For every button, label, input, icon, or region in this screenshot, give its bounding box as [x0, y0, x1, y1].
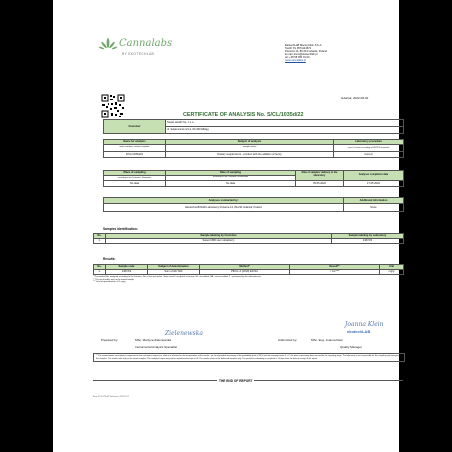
subject-subheader: sample matrix — [166, 144, 334, 151]
delivery-value: 05.05.2022 — [296, 180, 344, 187]
result-header: Result** — [290, 265, 380, 270]
stamp — [345, 321, 387, 335]
place-date: Gdańsk, 2022-08-02 — [341, 96, 369, 100]
company-info — [285, 44, 327, 62]
authorized-label: Authorized by: — [278, 338, 298, 342]
date-subheader: according to the Customer's information — [166, 175, 296, 180]
prepared-name: MSc. Martyna Zielenewska — [135, 338, 172, 342]
results-note: * The method No. assigned according to the licensee; No. of test procedure / date issued / analytical technique / A - accredited, NA - not accredited, P - performed by the subcontractor — [93, 276, 261, 278]
method-header: Method* — [200, 265, 290, 270]
customer-table — [103, 119, 404, 134]
qr-code — [101, 94, 125, 118]
sample-code-header: Sample code — [106, 265, 148, 270]
results-title: Results: — [103, 257, 116, 261]
result-determination: Sum of Δ9-THC — [148, 269, 200, 274]
basis-header: Basis for analysis — [104, 140, 166, 145]
conducted-table — [103, 197, 404, 212]
result-no: 1. — [94, 269, 106, 274]
logo-brand: Cannalabs — [119, 38, 173, 49]
company-line: www.cannalabs.pl — [285, 59, 306, 62]
prepared-role: Instrumental Analysis Specialist — [135, 345, 178, 349]
company-line: EkotechLAB Maciej Klein S.K.A. — [285, 44, 323, 47]
samples-table — [93, 233, 404, 244]
place-header: Place of sampling — [104, 171, 166, 176]
form-id: Form PJ-CL/PR-01 Valid since: 2021.07.17 — [93, 396, 130, 398]
prepared-label: Prepared by: — [101, 338, 119, 342]
additional-info-header: Additional information — [344, 198, 404, 204]
results-table — [93, 264, 404, 275]
conducted-header: Analyses conducted by: — [104, 198, 344, 204]
end-of-report — [93, 380, 403, 381]
date-header: Date of sampling — [166, 171, 296, 176]
stamp-brand: ekotechLAB — [347, 329, 371, 334]
basis-subheader: order number, contract number — [104, 144, 166, 151]
prepared-signature: Zielenewska — [165, 330, 203, 337]
result-unit: mg/g — [380, 269, 404, 274]
procedure-value: Correct — [334, 151, 404, 158]
customer-name: Sweet Health Sp. z o.o. — [166, 120, 404, 127]
result-sample-code: 1467/22 — [106, 269, 148, 274]
completion-value: 17.05.2022 — [344, 180, 404, 187]
place-subheader: according to the Customer's information — [104, 175, 166, 180]
authorized-signature: Joanna Klein — [345, 321, 384, 328]
procedure-header: Laboratory procedure — [334, 140, 404, 145]
sampling-table — [103, 170, 404, 187]
customer-label: Customer — [104, 120, 166, 134]
cannabis-leaf-icon — [98, 38, 118, 52]
sample-no: 1. — [94, 238, 106, 243]
result-value: < 0.2 *** — [290, 269, 380, 274]
subject-value: Dietary supplements - product with the addition of hemp — [166, 151, 334, 158]
logo-subtitle: BY EKOTECHLAB — [122, 52, 155, 56]
table-row — [94, 269, 404, 274]
authorized-role: Quality Manager — [340, 345, 363, 349]
subject-header: Subject of analysis — [166, 140, 334, 145]
sample-lab-label: 1467/22 — [332, 238, 404, 243]
place-value: No data — [104, 180, 166, 187]
unit-header: Unit — [380, 265, 404, 270]
company-line: Pozarna 14, 80-231 Gdańsk, Poland — [285, 50, 327, 53]
delivery-header: Date of samples' delivery to the laboratory — [296, 171, 344, 181]
results-no-header: No. — [94, 265, 106, 270]
sample-customer-label: Sweet CBD sour strawberry — [106, 238, 332, 243]
customer-address: ul. Sukiennicza 4/1-2, 82-300 Elbląg — [166, 126, 404, 133]
company-line: E-mail: biuro@ekotechlab.pl — [285, 53, 318, 56]
conducted-value: EkotechLAB R&D Laboratory Pozarna 14, 80-231 Gdańsk, Poland — [104, 203, 344, 211]
samples-no-header: No. — [94, 234, 106, 239]
company-line: tel: +48 58 380 01 00 — [285, 56, 310, 59]
authorized-name: MSc. Eng. Joanna Klein — [311, 338, 344, 342]
completion-header: Analyses completion date — [344, 171, 404, 181]
results-note: *** Limit of quantification <0.1 mg/g — [93, 281, 126, 284]
additional-info-value: None — [344, 203, 404, 211]
logo — [98, 34, 173, 64]
results-note: ** The result refers only to the tested sample — [93, 278, 134, 281]
end-label: THE END OF REPORT — [219, 379, 253, 383]
result-method: PB-CL-2 (2019) ED.NA — [200, 269, 290, 274]
certificate-page — [53, 0, 399, 452]
basis-table — [103, 139, 404, 158]
company-line: TaxID: PL 9571141572 — [285, 47, 312, 50]
results-notes — [93, 276, 393, 284]
footer-note: ** The measurement uncertainty is expressed at the customer's request, or when it is relevant for the interpretation of the results - as the expanded uncertainty at the probability level of 95% and the coverage factor k = 2; the given uncertainty does not include the sampling stage. The laboratory is not responsible for the sampling and transport of the samples. The results refer only to the tested samples. The analytical report may not be reproduced except in full. The results relate to the delivered samples only. The period for submitting a complaint is 14 days from the date of receipt of the report. — [93, 353, 405, 362]
procedure-subheader: correct / incorrect according to LW-PR-05 instruction — [334, 144, 404, 151]
determination-header: Subject of determination — [148, 265, 200, 270]
lab-label-header: Sample labeling by Laboratory — [332, 234, 404, 239]
date-value: No data — [166, 180, 296, 187]
table-row — [94, 238, 404, 243]
samples-identification-title: Samples identification: — [103, 227, 138, 231]
basis-value: Z/CL/1035d/22 — [104, 151, 166, 158]
certificate-title: CERTIFICATE OF ANALYSIS No. S/CL/1035d/22 — [183, 112, 304, 118]
customer-label-header: Sample labeling by Customer — [106, 234, 332, 239]
